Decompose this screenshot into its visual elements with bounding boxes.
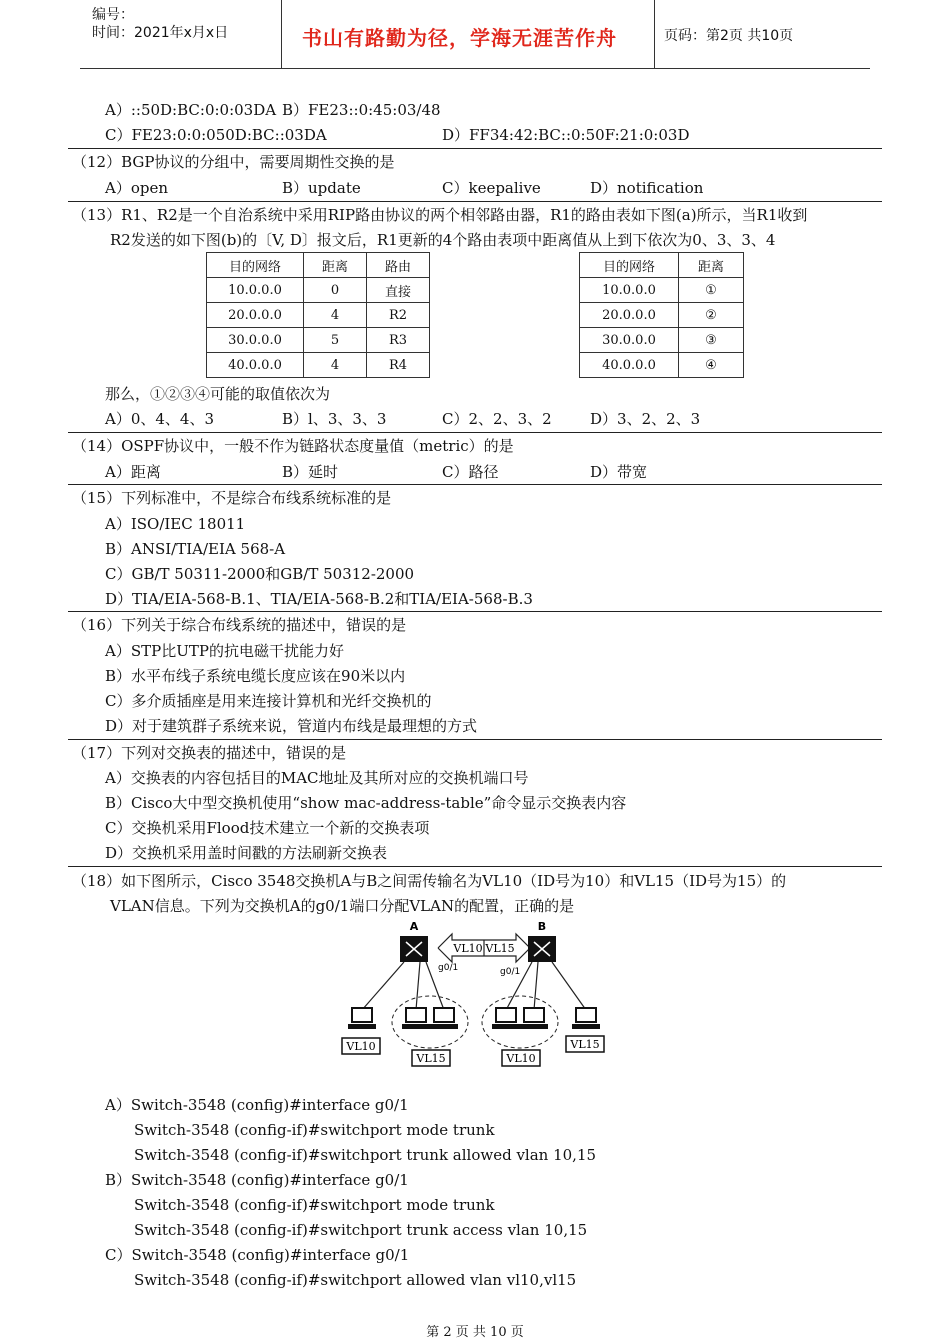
q12-option-d: D）notification	[590, 179, 704, 197]
q15-stem: （15）下列标准中，不是综合布线系统标准的是	[72, 489, 392, 507]
q14-option-d: D）带宽	[590, 463, 648, 481]
switch-a-icon	[400, 936, 428, 962]
q18-stem-line2: VLAN信息。下列为交换机A的g0/1端口分配VLAN的配置，正确的是	[110, 897, 575, 915]
port-b-label: g0/1	[500, 967, 521, 977]
q16-option-b: B）水平布线子系统电缆长度应该在90米以内	[105, 667, 406, 685]
table-cell: 20.0.0.0	[207, 303, 304, 328]
q18-option-a-line3: Switch-3548 (config-if)#switchport trunk allowed vlan 10,15	[134, 1146, 597, 1164]
q12-stem: （12）BGP协议的分组中，需要周期性交换的是	[72, 153, 395, 171]
q11-option-c: C）FE23:0:0:050D:BC::03DA	[105, 126, 327, 144]
pc-icon	[348, 1008, 376, 1029]
table-cell: ②	[679, 303, 744, 328]
switch-a-label: A	[409, 920, 419, 933]
q12-option-c: C）keepalive	[442, 179, 541, 197]
q14-option-c: C）路径	[442, 463, 499, 481]
table-cell: R4	[367, 353, 430, 378]
vlan-label: VL15	[416, 1052, 446, 1065]
table-cell: 10.0.0.0	[580, 278, 679, 303]
q17-option-c: C）交换机采用Flood技术建立一个新的交换表项	[105, 819, 430, 837]
table-cell: 0	[304, 278, 367, 303]
q13-stem-line1: （13）R1、R2是一个自治系统中采用RIP路由协议的两个相邻路由器，R1的路由表如下图(a)所示，当R1收到	[72, 206, 808, 224]
q18-stem-line1: （18）如下图所示，Cisco 3548交换机A与B之间需传输名为VL10（ID号为10）和VL15（ID号为15）的	[72, 872, 787, 890]
table-cell: R3	[367, 328, 430, 353]
q16-stem: （16）下列关于综合布线系统的描述中，错误的是	[72, 616, 407, 634]
q18-option-c-line2: Switch-3548 (config-if)#switchport allowed vlan vl10,vl15	[134, 1271, 577, 1289]
vlan-group-outline	[482, 996, 558, 1048]
pc-icon	[520, 1008, 548, 1029]
q16-option-c: C）多介质插座是用来连接计算机和光纤交换机的	[105, 692, 432, 710]
table-cell: 10.0.0.0	[207, 278, 304, 303]
q15-option-d: D）TIA/EIA-568-B.1、TIA/EIA-568-B.2和TIA/EIA-568-B.3	[105, 590, 533, 608]
table-header: 距离	[679, 253, 744, 278]
question-divider	[68, 484, 882, 485]
q18-option-b-line1: B）Switch-3548 (config)#interface g0/1	[105, 1171, 409, 1189]
table-header: 目的网络	[580, 253, 679, 278]
table-header: 路由	[367, 253, 430, 278]
q16-option-d: D）对于建筑群子系统来说，管道内布线是最理想的方式	[105, 717, 478, 735]
q17-option-b: B）Cisco大中型交换机使用“show mac-address-table”命令显示交换表内容	[105, 794, 627, 812]
question-divider	[68, 866, 882, 867]
routing-table-b	[579, 252, 744, 378]
q15-option-a: A）ISO/IEC 18011	[105, 515, 246, 533]
q18-option-a-line1: A）Switch-3548 (config)#interface g0/1	[105, 1096, 409, 1114]
q12-option-a: A）open	[105, 179, 169, 197]
switch-b-icon	[528, 936, 556, 962]
serial-label: 编号：	[92, 7, 134, 23]
q13-option-c: C）2、2、3、2	[442, 410, 552, 428]
q11-option-d: D）FF34:42:BC::0:50F:21:0:03D	[442, 126, 690, 144]
pc-icon	[402, 1008, 430, 1029]
q13-prompt: 那么，①②③④可能的取值依次为	[105, 385, 331, 403]
trunk-label-vl10: VL10	[453, 942, 483, 955]
q17-option-d: D）交换机采用盖时间戳的方法刷新交换表	[105, 844, 388, 862]
vlan-label: VL15	[570, 1038, 600, 1051]
table-cell: 40.0.0.0	[207, 353, 304, 378]
table-header: 目的网络	[207, 253, 304, 278]
q16-option-a: A）STP比UTP的抗电磁干扰能力好	[105, 642, 344, 660]
table-cell: 30.0.0.0	[580, 328, 679, 353]
table-cell: ④	[679, 353, 744, 378]
network-links	[362, 962, 586, 1010]
table-cell: ①	[679, 278, 744, 303]
pc-icon	[430, 1008, 458, 1029]
q18-option-a-line2: Switch-3548 (config-if)#switchport mode trunk	[134, 1121, 495, 1139]
q18-option-c-line1: C）Switch-3548 (config)#interface g0/1	[105, 1246, 410, 1264]
vlan-group-outline	[392, 996, 468, 1048]
q14-option-b: B）延时	[282, 463, 339, 481]
q11-option-b: B）FE23::0:45:03/48	[282, 101, 441, 119]
vlan-label: VL10	[346, 1040, 376, 1053]
header-divider	[654, 0, 655, 68]
question-divider	[68, 432, 882, 433]
question-divider	[68, 201, 882, 202]
header-divider	[281, 0, 282, 68]
q12-option-b: B）update	[282, 179, 361, 197]
q13-stem-line2: R2发送的如下图(b)的〔V, D〕报文后，R1更新的4个路由表项中距离值从上到下依次为0、3、3、4	[110, 231, 776, 249]
table-header: 距离	[304, 253, 367, 278]
question-divider	[68, 611, 882, 612]
table-cell: 30.0.0.0	[207, 328, 304, 353]
port-a-label: g0/1	[438, 963, 459, 973]
q14-option-a: A）距离	[105, 463, 161, 481]
table-cell: 20.0.0.0	[580, 303, 679, 328]
q18-option-b-line2: Switch-3548 (config-if)#switchport mode trunk	[134, 1196, 495, 1214]
table-cell: R2	[367, 303, 430, 328]
trunk-arrow	[438, 934, 530, 962]
q13-option-d: D）3、2、2、3	[590, 410, 701, 428]
header-motto: 书山有路勤为径，学海无涯苦作舟	[302, 26, 617, 50]
q15-option-c: C）GB/T 50311-2000和GB/T 50312-2000	[105, 565, 415, 583]
table-cell: 直接	[367, 278, 430, 303]
q13-option-b: B）l、3、3、3	[282, 410, 387, 428]
pc-icon	[572, 1008, 600, 1029]
table-cell: 4	[304, 303, 367, 328]
page-number-label: 页码：第2页 共10页	[664, 28, 794, 44]
table-cell: 4	[304, 353, 367, 378]
pc-icon	[492, 1008, 520, 1029]
q14-stem: （14）OSPF协议中，一般不作为链路状态度量值（metric）的是	[72, 437, 514, 455]
switch-b-label: B	[537, 920, 547, 933]
q18-option-b-line3: Switch-3548 (config-if)#switchport trunk access vlan 10,15	[134, 1221, 588, 1239]
q17-stem: （17）下列对交换表的描述中，错误的是	[72, 744, 347, 762]
q17-option-a: A）交换表的内容包括目的MAC地址及其所对应的交换机端口号	[105, 769, 529, 787]
q15-option-b: B）ANSI/TIA/EIA 568-A	[105, 540, 286, 558]
table-cell: 40.0.0.0	[580, 353, 679, 378]
vlan-network-diagram	[340, 918, 610, 1070]
table-cell: ③	[679, 328, 744, 353]
trunk-label-vl15: VL15	[485, 942, 515, 955]
q11-option-a: A）::50D:BC:0:0:03DA	[105, 101, 277, 119]
vlan-label: VL10	[506, 1052, 536, 1065]
q13-option-a: A）0、4、4、3	[105, 410, 215, 428]
page-footer: 第 2 页 共 10 页	[426, 1325, 524, 1340]
routing-table-a	[206, 252, 430, 378]
question-divider	[68, 739, 882, 740]
time-label: 时间：2021年x月x日	[92, 25, 229, 41]
question-divider	[68, 148, 882, 149]
table-cell: 5	[304, 328, 367, 353]
